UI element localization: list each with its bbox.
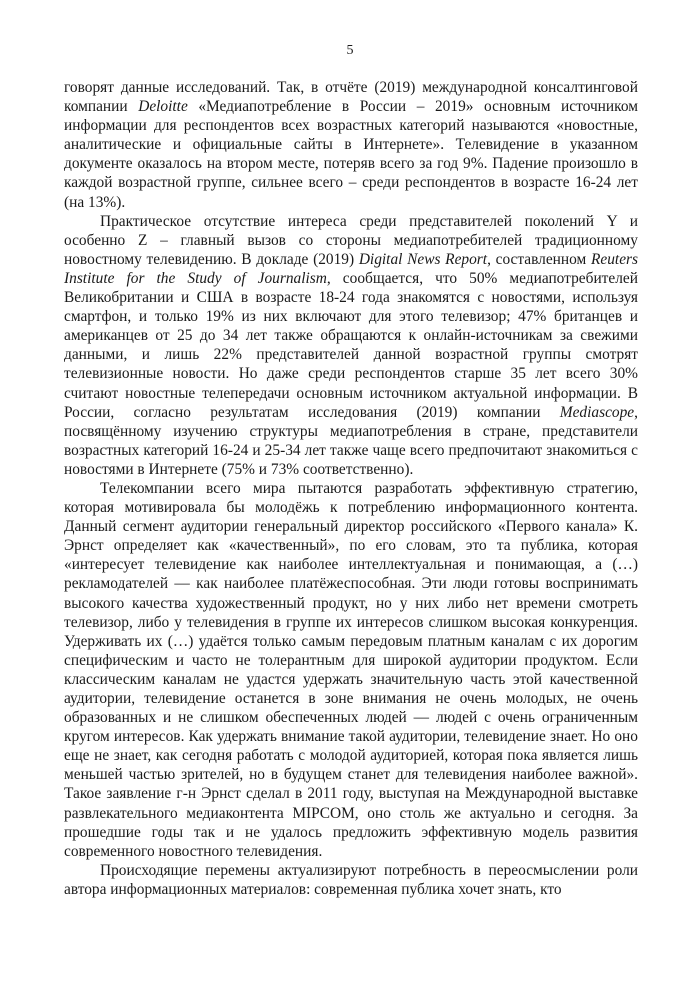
- text-segment: Происходящие перемены актуализируют потребность в переосмыслении роли автора информационных материалов: современная публика хочет знать, кто: [64, 861, 638, 898]
- body-text: [64, 78, 638, 899]
- text-segment: Телекомпании всего мира пытаются разработать эффективную стратегию, которая мотивировала бы молодёжь к потреблению информационного контента. Данный сегмент аудитории генеральный директор российского «Первого канала» К. Эрнст определяет как «качественный», по его словам, это та публика, которая «интересует телевидение как наиболее интеллектуальная и понимающая, а (…) рекламодателей — как наиболее платёжеспособная. Эти люди готовы воспринимать высокого качества художественный продукт, но у них либо нет времени смотреть телевизор, либо у телевидения в группе их интересов слишком высокая конкуренция. Удерживать их (…) удаётся только самым передовым платным каналам с их дорогим специфическим и часто не толерантным для широкой аудитории продуктом. Если классическим каналам не удастся удержать значительную часть этой качественной аудитории, телевидение останется в зоне внимания не очень молодых, не очень образованных и не слишком обеспеченных людей — людей с очень ограниченным кругом интересов. Как удержать внимание такой аудитории, телевидение знает. Но оно еще не знает, как сегодня работать с молодой аудиторией, которая пока является лишь меньшей частью зрителей, но в будущем станет для телевидения наиболее важной». Такое заявление г-н Эрнст сделал в 2011 году, выступая на Международной выставке развлекательного медиаконтента MIPCOM, оно столь же актуально и сегодня. За прошедшие годы так и не удалось предложить эффективную модель развития современного новостного телевидения.: [64, 479, 638, 860]
- paragraph-3: [64, 479, 638, 861]
- company-name-deloitte: Deloitte: [138, 98, 188, 116]
- company-name-mediascope: Mediascope: [559, 403, 635, 421]
- paragraph-1: [64, 78, 638, 212]
- text-segment: говорят данные исследований. Так, в отчёте (2019) международной консалтинговой компании: [64, 79, 638, 116]
- paragraph-4: [64, 861, 638, 899]
- page-number: 5: [346, 43, 354, 58]
- report-title-digital-news-report: Digital News Report: [358, 250, 488, 268]
- text-segment: , составленном: [487, 250, 591, 268]
- paragraph-2: [64, 212, 638, 479]
- text-segment: Практическое отсутствие интереса среди представителей поколений Y и особенно Z – главный вызов со стороны медиапотребителей традиционному новостному телевидению. В докладе (2019): [64, 212, 638, 268]
- text-segment: «Медиапотребление в России – 2019» основным источником информации для респондентов всех возрастных категорий называются «новостные, аналитические и официальные сайты в Интернете». Телевидение в указанном документе оказалось на втором месте, потеряв всего за год 9%. Падение произошло в каждой возрастной группе, сильнее всего – среди респондентов в возрасте 16-24 лет (на 13%).: [64, 98, 638, 211]
- text-segment: , посвящённому изучению структуры медиапотребления в стране, представители возрастных категорий 16-24 и 25-34 лет также чаще всего предпочитают знакомиться с новостями в Интернете (75% и 73% соответственно).: [64, 403, 638, 478]
- institute-name-reuters: Reuters Institute for the Study of Journalism: [64, 250, 638, 287]
- text-segment: , сообщается, что 50% медиапотребителей Великобритании и США в возрасте 18-24 года знакомятся с новостями, используя смартфон, и только 19% из них включают для этого телевизор; 47% британцев и американцев от 25 до 34 лет также обращаются к онлайн-источникам за свежими данными, и лишь 22% представителей данной возрастной группы смотрят телевизионные новости. Но даже среди респондентов старше 35 лет всего 30% считают новостные телепередачи основным источником актуальной информации. В России, согласно результатам исследования (2019) компании: [64, 269, 638, 421]
